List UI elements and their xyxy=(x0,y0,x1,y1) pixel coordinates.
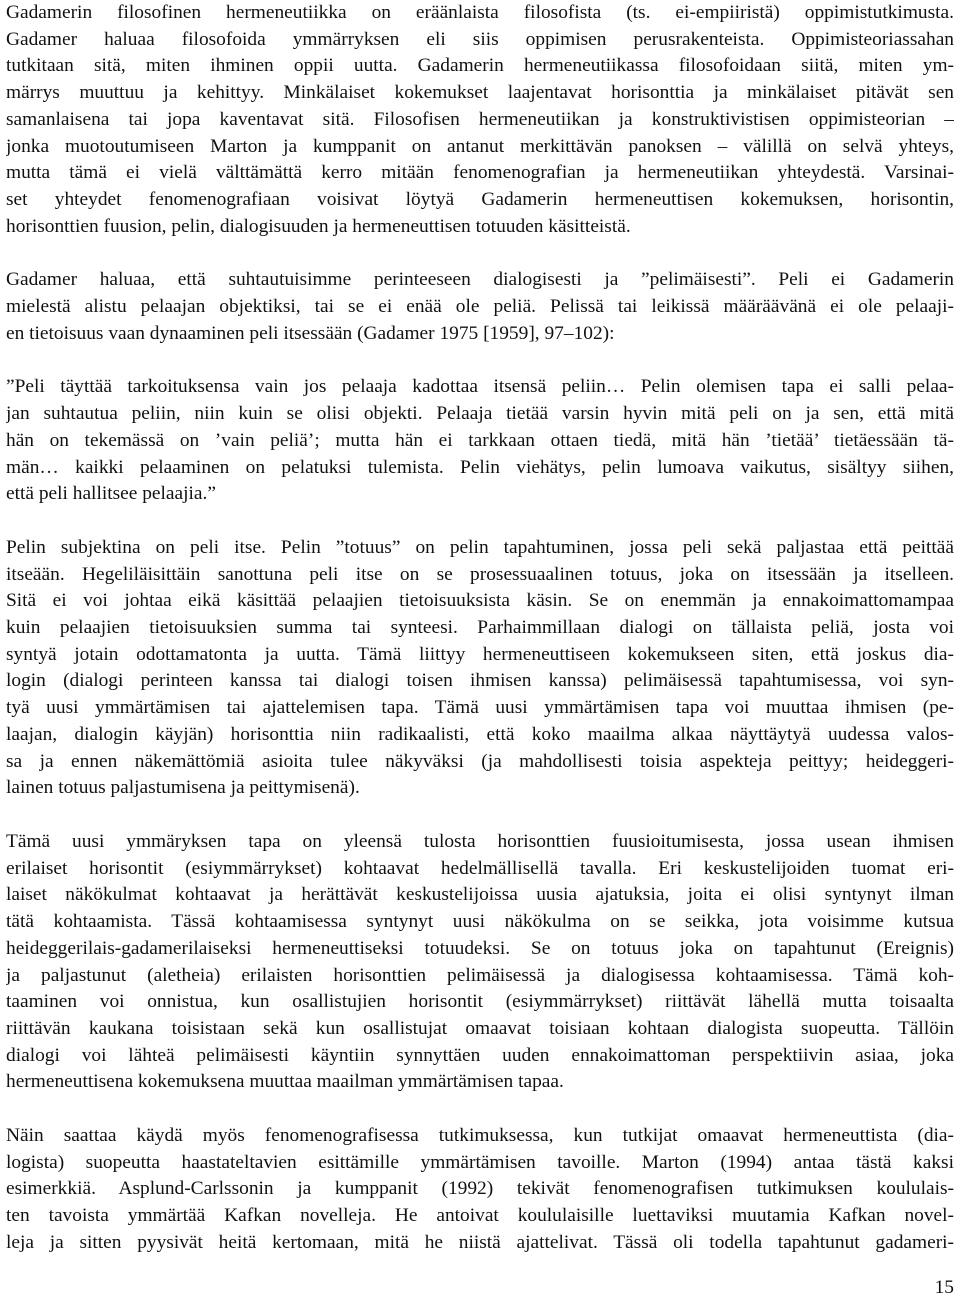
paragraph-4-line-8: laajan, dialogin käyjän) horisonttia niin radikaalisti, että koko maailma alkaa näyttäytyä uudessa valos- xyxy=(6,723,954,745)
paragraph-6-line-1: Näin saattaa käydä myös fenomenografisessa tutkimuksessa, kun tutkijat omaavat hermeneuttista (dia- xyxy=(6,1125,954,1147)
quotation-line-3: hän on tekemässä on ’vain peliä’; mutta hän ei tarkkaan ottaen tiedä, mitä hän ’tietää’ tietäessään tä- xyxy=(6,429,954,451)
quotation-line-5: että peli hallitsee pelaajia.” xyxy=(6,483,216,505)
paragraph-6-line-2: logista) suopeutta haastateltavien esittämille ymmärtämisen tavoille. Marton (1994) antaa tästä kaksi xyxy=(6,1151,954,1173)
paragraph-gap xyxy=(6,802,954,829)
paragraph-1-line-1: Gadamerin filosofinen hermeneutiikka on eräänlaista filosofista (ts. ei-empiiristä) oppimistutkimusta. xyxy=(6,2,954,23)
page-number: 15 xyxy=(934,1277,954,1298)
paragraph-4 xyxy=(6,535,954,802)
paragraph-4-line-7: tyä uusi ymmärtämisen tai ajattelemisen tapa. Tämä uusi ymmärtämisen tapa voi muuttaa ihmisen (pe- xyxy=(6,697,954,719)
paragraph-6-line-5: leja ja sitten pyysivät heitä kertomaan, mitä he niistä ajattelivat. Tässä oli todella tapahtunut gadameri- xyxy=(6,1231,954,1253)
paragraph-6-line-4: ten tavoista ymmärtää Kafkan novelleja. He antoivat koululaisille luettaviksi muutamia Kafkan novel- xyxy=(6,1205,954,1227)
paragraph-4-line-5: syntyä jotain odottamatonta ja uutta. Tämä liittyy hermeneuttiseen kokemukseen siten, että joskus dia- xyxy=(6,643,954,665)
paragraph-5-line-8: riittävän kaukana toisistaan sekä kun osallistujat omaavat toisiaan kohtaan dialogista suopeutta. Tällöin xyxy=(6,1017,954,1039)
paragraph-1-line-3: tutkitaan sitä, miten ihminen oppii uutta. Gadamerin hermeneutiikassa filosofoidaan siitä, miten ym- xyxy=(6,55,954,77)
paragraph-5-line-7: taaminen voi onnistua, kun osallistujien horisontit (esiymmärrykset) riittävät lähellä mutta toisaalta xyxy=(6,991,954,1013)
paragraph-1-line-4: märrys muuttuu ja kehittyy. Minkälaiset kokemukset laajentavat horisonttia ja minkälaiset pitävät sen xyxy=(6,82,954,104)
paragraph-1-line-8: set yhteydet fenomenografiaan voisivat löytyä Gadamerin hermeneuttisen kokemuksen, horisontin, xyxy=(6,188,954,210)
paragraph-5-line-9: dialogi voi lähteä pelimäisesti käyntiin synnyttäen uuden ennakoimattoman perspektiivin asiaa, joka xyxy=(6,1044,954,1066)
paragraph-1-line-7: mutta tämä ei vielä välttämättä kerro mitään fenomenografian ja hermeneutiikan yhteydestä. Varsinai- xyxy=(6,162,954,184)
paragraph-2 xyxy=(6,267,954,347)
paragraph-6 xyxy=(6,1123,954,1257)
paragraph-gap xyxy=(6,240,954,267)
paragraph-4-line-2: itseään. Hegeliläisittäin sanottuna peli itse on se prosessuaalinen totuus, joka on itsessään ja itselleen. xyxy=(6,563,954,585)
paragraph-gap xyxy=(6,347,954,374)
paragraph-4-line-1: Pelin subjektina on peli itse. Pelin ”totuus” on pelin tapahtuminen, jossa peli sekä paljastaa että peittää xyxy=(6,536,954,558)
paragraph-5 xyxy=(6,829,954,1096)
paragraph-4-line-10: lainen totuus paljastumisena ja peittymisenä). xyxy=(6,777,360,799)
document-page xyxy=(6,0,954,1257)
paragraph-4-line-3: Sitä ei voi johtaa eikä käsittää pelaajien tietoisuuksista käsin. Se on enemmän ja ennakoimattomampaa xyxy=(6,590,954,612)
quotation-paragraph xyxy=(6,374,954,508)
paragraph-2-line-1: Gadamer haluaa, että suhtautuisimme perinteeseen dialogisesti ja ”pelimäisesti”. Peli ei Gadamerin xyxy=(6,269,954,291)
paragraph-gap xyxy=(6,508,954,535)
paragraph-1-line-2: Gadamer haluaa filosofoida ymmärryksen eli siis oppimisen perusrakenteista. Oppimisteoriassahan xyxy=(6,28,954,50)
paragraph-5-line-2: erilaiset horisontit (esiymmärrykset) kohtaavat hedelmällisellä tavalla. Eri keskustelijoiden tuomat eri- xyxy=(6,857,954,879)
paragraph-5-line-3: laiset näkökulmat kohtaavat ja herättävät keskustelijoissa uusia ajatuksia, joita ei olisi syntynyt ilman xyxy=(6,884,954,906)
paragraph-2-line-3: en tietoisuus vaan dynaaminen peli itsessään (Gadamer 1975 [1959], 97–102): xyxy=(6,322,615,344)
paragraph-4-line-9: sa ja ennen näkemättömiä asioita tulee näkyväksi (ja mahdollisesti toisia aspekteja peittyy; heideggeri- xyxy=(6,750,954,772)
paragraph-1-line-9: horisonttien fuusion, pelin, dialogisuuden ja hermeneuttisen totuuden käsitteistä. xyxy=(6,215,631,237)
paragraph-5-line-1: Tämä uusi ymmäryksen tapa on yleensä tulosta horisonttien fuusioitumisesta, jossa usean ihmisen xyxy=(6,830,954,852)
paragraph-5-line-6: ja paljastunut (aletheia) erilaisten horisonttien pelimäisessä ja dialogisessa kohtaamisessa. Tämä koh- xyxy=(6,964,954,986)
paragraph-4-line-6: login (dialogi perinteen kanssa tai dialogi toisen ihmisen kanssa) pelimäisessä tapahtumisessa, voi syn- xyxy=(6,670,954,692)
paragraph-1 xyxy=(6,0,954,240)
paragraph-4-line-4: kuin pelaajien tietoisuuksien summa tai synteesi. Parhaimmillaan dialogi on tällaista peliä, josta voi xyxy=(6,617,954,639)
paragraph-gap xyxy=(6,1096,954,1123)
quotation-line-4: män… kaikki pelaaminen on pelatuksi tulemista. Pelin viehätys, pelin lumoava vaikutus, sisältyy siihen, xyxy=(6,456,954,478)
paragraph-5-line-10: hermeneuttisena kokemuksena muuttaa maailman ymmärtämisen tapaa. xyxy=(6,1071,564,1093)
paragraph-5-line-5: heideggerilais-gadamerilaiseksi hermeneuttiseksi totuudeksi. Se on totuus joka on tapahtunut (Ereignis) xyxy=(6,937,954,959)
paragraph-5-line-4: tätä kohtaamista. Tässä kohtaamisessa syntynyt uusi näkökulma on se seikka, jota voisimme kutsua xyxy=(6,911,954,933)
paragraph-1-line-6: jonka muotoutumiseen Marton ja kumppanit on antanut merkittävän panoksen – välillä on selvä yhteys, xyxy=(6,135,954,157)
quotation-line-2: jan suhtautua peliin, niin kuin se olisi objekti. Pelaaja tietää varsin hyvin mitä peli on ja sen, että mitä xyxy=(6,403,954,425)
paragraph-1-line-5: samanlaisena tai jopa kaventavat sitä. Filosofisen hermeneutiikan ja konstruktivistisen oppimisteorian – xyxy=(6,108,954,130)
quotation-line-1: ”Peli täyttää tarkoituksensa vain jos pelaaja kadottaa itsensä peliin… Pelin olemisen tapa ei salli pelaa- xyxy=(6,376,954,398)
paragraph-6-line-3: esimerkkiä. Asplund-Carlssonin ja kumppanit (1992) tekivät fenomenografisen tutkimuksen koululais- xyxy=(6,1178,954,1200)
paragraph-2-line-2: mielestä alistu pelaajan objektiksi, tai se ei enää ole peliä. Pelissä tai leikissä määräävänä ei ole pelaaji- xyxy=(6,296,954,318)
